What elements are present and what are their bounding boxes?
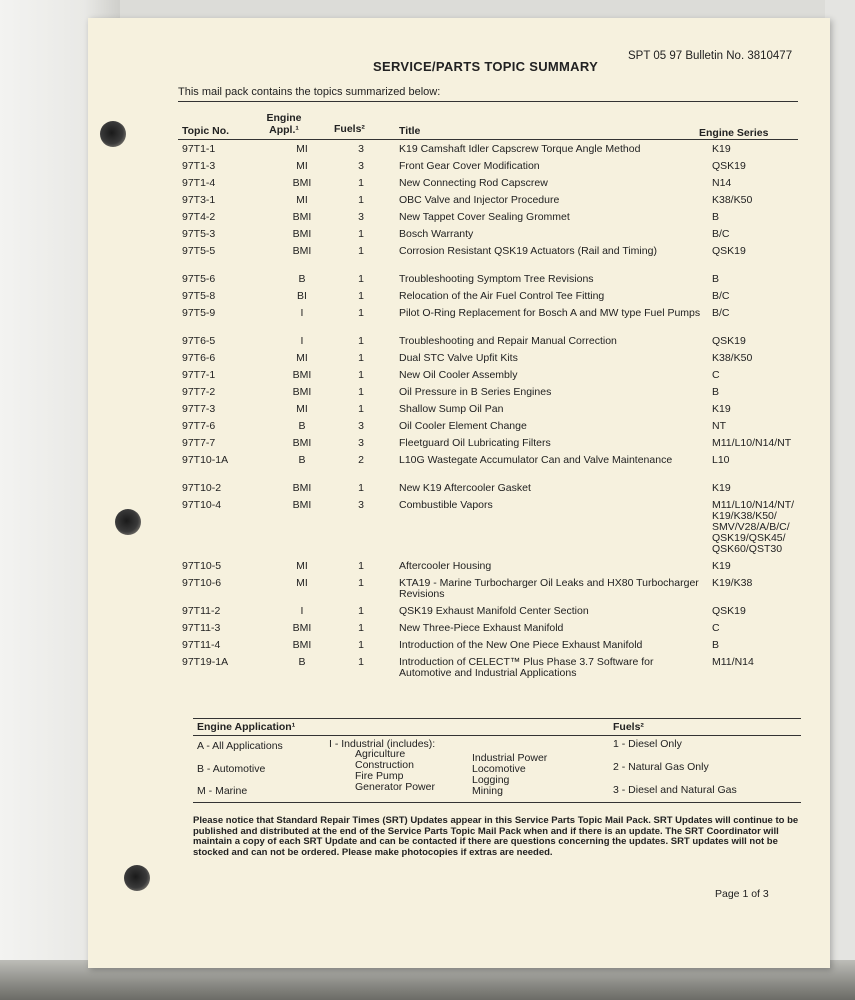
legend-fuel-2: 2 - Natural Gas Only [613, 761, 709, 773]
engine-series-cell: C [712, 369, 720, 381]
table-row [178, 387, 798, 404]
srt-notice: Please notice that Standard Repair Times (SRT) Updates appear in this Service Parts Topic Mail Pack. SRT Updates will continue to be published and distributed at the end of the Service Parts Topic Mail Pack when and if there is an update. The SRT Coordinator will maintain a copy of each SRT Update and can be contacted if there are questions concerning the updates. SRT updates will not be stocked and can not be ordered. Please make photocopies if extras are needed. [193, 815, 799, 858]
table-row [178, 212, 798, 229]
fuels-cell: 1 [358, 386, 364, 398]
title-cell: Relocation of the Air Fuel Control Tee Fitting [399, 290, 605, 302]
engine-appl-cell: MI [296, 403, 308, 415]
engine-appl-cell: BMI [292, 245, 312, 257]
table-row [178, 246, 798, 274]
engine-series-cell: M11/L10/N14/NT [712, 437, 792, 449]
engine-series-cell: K19 [712, 560, 731, 572]
table-row [178, 578, 798, 606]
fuels-cell: 3 [358, 211, 364, 223]
title-cell: Dual STC Valve Upfit Kits [399, 352, 518, 364]
engine-appl-cell: I [300, 307, 304, 319]
fuels-cell: 1 [358, 403, 364, 415]
legend-body [193, 736, 801, 802]
industrial-item: Construction [355, 759, 414, 771]
table-row [178, 640, 798, 657]
title-cell: Pilot O-Ring Replacement for Bosch A and MW type Fuel Pumps [399, 307, 701, 319]
title-cell: QSK19 Exhaust Manifold Center Section [399, 605, 589, 617]
rule-header [178, 139, 798, 140]
fuels-cell: 1 [358, 245, 364, 257]
legend-fuel-1: 1 - Diesel Only [613, 738, 682, 750]
document-page [88, 18, 830, 968]
engine-series-cell: NT [712, 420, 726, 432]
col-engine-header [264, 112, 304, 136]
fuels-cell: 1 [358, 194, 364, 206]
punch-hole-top [100, 121, 126, 147]
engine-series-cell: QSK19 [712, 160, 746, 172]
topic-cell: 97T7-6 [182, 420, 216, 432]
engine-series-cell: B/C [712, 307, 730, 319]
legend-fuels-heading: Fuels² [613, 721, 644, 733]
table-row [178, 229, 798, 246]
legend-header [193, 719, 801, 735]
fuels-cell: 1 [358, 273, 364, 285]
title-cell: Fleetguard Oil Lubricating Filters [399, 437, 551, 449]
table-row [178, 500, 798, 561]
title-cell: Aftercooler Housing [399, 560, 492, 572]
engine-series-cell: B [712, 639, 720, 651]
fuels-cell: 1 [358, 228, 364, 240]
col-engine-header-line2: Appl.¹ [269, 124, 299, 136]
topic-cell: 97T10-1A [182, 454, 229, 466]
table-row [178, 455, 798, 483]
engine-appl-cell: BMI [292, 386, 312, 398]
legend-industrial-col2 [472, 753, 547, 797]
bulletin-code: SPT 05 97 Bulletin No. 3810477 [628, 50, 793, 62]
table-row [178, 606, 798, 623]
title-cell: Introduction of the New One Piece Exhaust Manifold [399, 639, 643, 651]
topic-cell: 97T6-5 [182, 335, 216, 347]
engine-appl-cell: BMI [292, 622, 312, 634]
topic-cell: 97T1-3 [182, 160, 216, 172]
topic-cell: 97T3-1 [182, 194, 216, 206]
engine-appl-cell: BMI [292, 437, 312, 449]
legend-industrial: I - Industrial (includes): [329, 738, 436, 750]
table-row [178, 370, 798, 387]
engine-appl-cell: BMI [292, 639, 312, 651]
table-row [178, 421, 798, 438]
table-row [178, 308, 798, 336]
legend-industrial-col1 [355, 749, 435, 793]
topic-cell: 97T11-4 [182, 639, 221, 651]
engine-appl-cell: BMI [292, 228, 312, 240]
col-engine-header-line1: Engine [266, 112, 302, 124]
table-row [178, 353, 798, 370]
title-cell: Oil Pressure in B Series Engines [399, 386, 552, 398]
title-cell: Introduction of CELECT™ Plus Phase 3.7 Software for Automotive and Industrial Applications [399, 656, 654, 679]
fuels-cell: 3 [358, 420, 364, 432]
topic-cell: 97T1-4 [182, 177, 216, 189]
industrial-item: Agriculture [355, 748, 406, 760]
engine-appl-cell: BMI [292, 499, 312, 511]
legend-fuel-3: 3 - Diesel and Natural Gas [613, 784, 737, 796]
engine-appl-cell: B [298, 656, 306, 668]
punch-hole-bottom [124, 865, 150, 891]
engine-appl-cell: BMI [292, 177, 312, 189]
topic-table [178, 144, 798, 685]
title-cell: K19 Camshaft Idler Capscrew Torque Angle Method [399, 143, 641, 155]
topic-cell: 97T11-3 [182, 622, 221, 634]
fuels-cell: 1 [358, 577, 364, 589]
engine-series-cell: QSK19 [712, 335, 746, 347]
title-cell: Bosch Warranty [399, 228, 474, 240]
legend [193, 718, 801, 803]
fuels-cell: 3 [358, 143, 364, 155]
topic-cell: 97T11-2 [182, 605, 221, 617]
title-cell: Troubleshooting Symptom Tree Revisions [399, 273, 594, 285]
engine-series-cell: K19/K38 [712, 577, 753, 589]
engine-appl-cell: MI [296, 352, 308, 364]
industrial-item: Mining [472, 785, 503, 797]
topic-cell: 97T5-9 [182, 307, 216, 319]
engine-appl-cell: MI [296, 194, 308, 206]
engine-appl-cell: MI [296, 160, 308, 172]
engine-appl-cell: BMI [292, 369, 312, 381]
topic-cell: 97T5-5 [182, 245, 216, 257]
col-series-header: Engine Series [699, 127, 769, 139]
legend-a: A - All Applications [197, 740, 283, 752]
title-cell: Oil Cooler Element Change [399, 420, 527, 432]
fuels-cell: 3 [358, 437, 364, 449]
table-row [178, 623, 798, 640]
fuels-cell: 1 [358, 177, 364, 189]
engine-series-cell: K19 [712, 482, 731, 494]
table-row [178, 561, 798, 578]
title-cell: Combustible Vapors [399, 499, 493, 511]
intro-text: This mail pack contains the topics summarized below: [178, 86, 441, 98]
engine-appl-cell: BMI [292, 482, 312, 494]
table-row [178, 161, 798, 178]
engine-appl-cell: BI [297, 290, 307, 302]
fuels-cell: 3 [358, 160, 364, 172]
topic-cell: 97T1-1 [182, 143, 216, 155]
topic-cell: 97T5-3 [182, 228, 216, 240]
table-row [178, 657, 798, 685]
industrial-item: Locomotive [472, 763, 526, 775]
legend-b: B - Automotive [197, 763, 266, 775]
engine-series-cell: M11/N14 [712, 656, 754, 668]
table-row [178, 178, 798, 195]
rule-top [178, 101, 798, 102]
engine-series-cell: K19 [712, 403, 731, 415]
fuels-cell: 1 [358, 622, 364, 634]
col-title-header: Title [399, 125, 421, 137]
fuels-cell: 1 [358, 369, 364, 381]
table-row [178, 404, 798, 421]
engine-series-cell: M11/L10/N14/NT/ K19/K38/K50/ SMV/V28/A/B/C/ QSK19/QSK45/ QSK60/QST30 [712, 499, 795, 555]
industrial-item: Industrial Power [472, 752, 548, 764]
fuels-cell: 1 [358, 656, 364, 668]
engine-series-cell: K38/K50 [712, 194, 753, 206]
engine-appl-cell: B [298, 454, 306, 466]
engine-series-cell: C [712, 622, 720, 634]
engine-series-cell: QSK19 [712, 245, 746, 257]
topic-cell: 97T6-6 [182, 352, 216, 364]
engine-appl-cell: MI [296, 577, 308, 589]
title-cell: New Tappet Cover Sealing Grommet [399, 211, 570, 223]
title-cell: Front Gear Cover Modification [399, 160, 540, 172]
legend-rule-bottom [193, 802, 801, 803]
topic-cell: 97T19-1A [182, 656, 229, 668]
topic-cell: 97T10-5 [182, 560, 222, 572]
fuels-cell: 1 [358, 560, 364, 572]
engine-appl-cell: I [300, 605, 304, 617]
topic-cell: 97T4-2 [182, 211, 216, 223]
table-row [178, 291, 798, 308]
col-topic-header: Topic No. [182, 125, 230, 137]
fuels-cell: 3 [358, 499, 364, 511]
topic-cell: 97T7-7 [182, 437, 216, 449]
industrial-item: Fire Pump [355, 770, 404, 782]
fuels-cell: 1 [358, 352, 364, 364]
title-cell: New K19 Aftercooler Gasket [399, 482, 531, 494]
table-row [178, 195, 798, 212]
table-row [178, 274, 798, 291]
table-row [178, 144, 798, 161]
fuels-cell: 1 [358, 290, 364, 302]
engine-series-cell: B [712, 386, 720, 398]
topic-cell: 97T7-3 [182, 403, 216, 415]
legend-m: M - Marine [197, 785, 248, 797]
engine-appl-cell: MI [296, 143, 308, 155]
page-number: Page 1 of 3 [715, 888, 769, 900]
title-cell: New Three-Piece Exhaust Manifold [399, 622, 564, 634]
topic-cell: 97T5-6 [182, 273, 216, 285]
topic-cell: 97T10-6 [182, 577, 222, 589]
engine-series-cell: QSK19 [712, 605, 746, 617]
engine-appl-cell: MI [296, 560, 308, 572]
table-row [178, 438, 798, 455]
title-cell: L10G Wastegate Accumulator Can and Valve Maintenance [399, 454, 673, 466]
engine-series-cell: K38/K50 [712, 352, 753, 364]
engine-series-cell: B [712, 273, 720, 285]
fuels-cell: 2 [358, 454, 364, 466]
fuels-cell: 1 [358, 639, 364, 651]
engine-series-cell: B [712, 211, 720, 223]
engine-appl-cell: B [298, 273, 306, 285]
industrial-item: Logging [472, 774, 510, 786]
fuels-cell: 1 [358, 605, 364, 617]
engine-series-cell: L10 [712, 454, 730, 466]
title-cell: Troubleshooting and Repair Manual Correction [399, 335, 617, 347]
title-cell: KTA19 - Marine Turbocharger Oil Leaks and HX80 Turbocharger Revisions [399, 577, 699, 600]
engine-appl-cell: B [298, 420, 306, 432]
engine-appl-cell: I [300, 335, 304, 347]
legend-engine-heading: Engine Application¹ [197, 721, 296, 733]
punch-hole-middle [115, 509, 141, 535]
fuels-cell: 1 [358, 482, 364, 494]
topic-cell: 97T10-4 [182, 499, 222, 511]
engine-series-cell: K19 [712, 143, 731, 155]
title-cell: New Connecting Rod Capscrew [399, 177, 548, 189]
topic-cell: 97T7-2 [182, 386, 216, 398]
industrial-item: Generator Power [355, 781, 435, 793]
topic-cell: 97T5-8 [182, 290, 216, 302]
title-cell: Corrosion Resistant QSK19 Actuators (Rail and Timing) [399, 245, 657, 257]
title-cell: OBC Valve and Injector Procedure [399, 194, 560, 206]
page-title: SERVICE/PARTS TOPIC SUMMARY [373, 59, 599, 74]
engine-series-cell: B/C [712, 290, 730, 302]
topic-cell: 97T7-1 [182, 369, 216, 381]
engine-series-cell: B/C [712, 228, 730, 240]
col-fuels-header: Fuels² [334, 123, 365, 135]
topic-cell: 97T10-2 [182, 482, 222, 494]
title-cell: Shallow Sump Oil Pan [399, 403, 504, 415]
engine-series-cell: N14 [712, 177, 732, 189]
fuels-cell: 1 [358, 335, 364, 347]
table-row [178, 336, 798, 353]
engine-appl-cell: BMI [292, 211, 312, 223]
title-cell: New Oil Cooler Assembly [399, 369, 518, 381]
fuels-cell: 1 [358, 307, 364, 319]
table-row [178, 483, 798, 500]
